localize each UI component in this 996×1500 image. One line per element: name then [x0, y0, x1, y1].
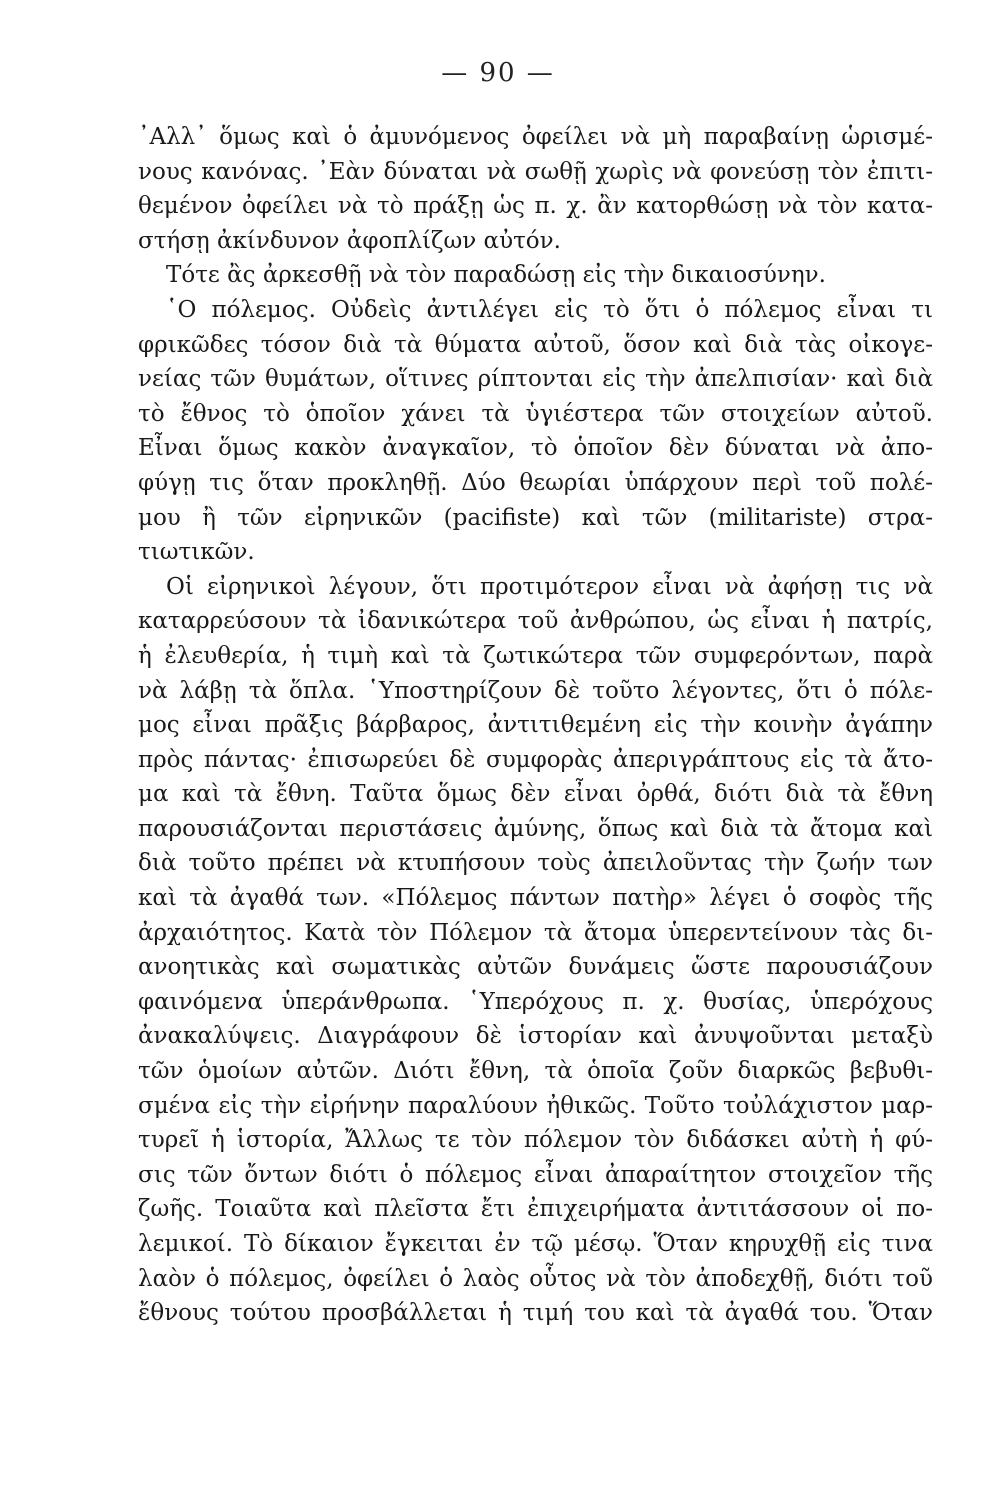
text-line: νὰ λάβῃ τὰ ὅπλα. ῾Υποστηρίζουν δὲ τοῦτο λέγοντες, ὅτι ὁ πόλε-	[138, 677, 933, 704]
text-line: ἀνακαλύψεις. Διαγράφουν δὲ ἱστορίαν καὶ ἀνυψοῦνται μεταξὺ	[138, 1023, 933, 1050]
page-number: — 90 —	[441, 58, 555, 88]
text-line: στήσῃ ἀκίνδυνον ἀφοπλίζων αὐτόν.	[138, 227, 561, 254]
text-line: φύγῃ τις ὅταν προκληθῇ. Δύο θεωρίαι ὑπάρχουν περὶ τοῦ πολέ-	[138, 469, 933, 496]
text-line: Εἶναι ὅμως κακὸν ἀναγκαῖον, τὸ ὁποῖον δὲν δύναται νὰ ἀπο-	[138, 435, 933, 462]
text-line: φαινόμενα ὑπεράνθρωπα. ῾Υπερόχους π. χ. θυσίας, ὑπερόχους	[138, 988, 933, 1015]
text-line: θεμένον ὀφείλει νὰ τὸ πράξῃ ὡς π. χ. ἂν κατορθώσῃ νὰ τὸν κατα-	[138, 193, 933, 220]
text-line: καταρρεύσουν τὰ ἰδανικώτερα τοῦ ἀνθρώπου, ὡς εἶναι ἡ πατρίς,	[138, 608, 933, 635]
text-line: Τότε ἂς ἀρκεσθῇ νὰ τὸν παραδώσῃ εἰς τὴν δικαιοσύνην.	[166, 262, 826, 289]
text-line: πρὸς πάντας· ἐπισωρεύει δὲ συμφορὰς ἀπεριγράπτους εἰς τὰ ἄτο-	[138, 746, 933, 773]
text-line: τῶν ὁμοίων αὐτῶν. Διότι ἔθνη, τὰ ὁποῖα ζοῦν διαρκῶς βεβυθι-	[138, 1058, 933, 1085]
text-line: ἔθνους τούτου προσβάλλεται ἡ τιμή του καὶ τὰ ἀγαθά του. Ὅταν	[138, 1300, 933, 1327]
text-line: λαὸν ὁ πόλεμος, ὀφείλει ὁ λαὸς οὗτος νὰ τὸν ἀποδεχθῇ, διότι τοῦ	[138, 1265, 933, 1292]
text-line: σις τῶν ὄντων διότι ὁ πόλεμος εἶναι ἀπαραίτητον στοιχεῖον τῆς	[138, 1161, 933, 1188]
text-line: μου ἢ τῶν εἰρηνικῶν (pacifiste) καὶ τῶν (militariste) στρα-	[138, 504, 933, 531]
text-line: νείας τῶν θυμάτων, οἵτινες ρίπτονται εἰς τὴν ἀπελπισίαν· καὶ διὰ	[138, 366, 933, 393]
text-line: νους κανόνας. ᾿Εὰν δύναται νὰ σωθῇ χωρὶς νὰ φονεύσῃ τὸν ἐπιτι-	[138, 158, 933, 185]
text-line: ζωῆς. Τοιαῦτα καὶ πλεῖστα ἔτι ἐπιχειρήματα ἀντιτάσσουν οἱ πο-	[138, 1196, 933, 1223]
body-text	[138, 120, 933, 1331]
text-line: ἡ ἐλευθερία, ἡ τιμὴ καὶ τὰ ζωτικώτερα τῶν συμφερόντων, παρὰ	[138, 642, 933, 669]
text-line: ἀρχαιότητος. Κατὰ τὸν Πόλεμον τὰ ἄτομα ὑπερεντείνουν τὰς δι-	[138, 919, 933, 946]
text-line: τυρεῖ ἡ ἱστορία, Ἄλλως τε τὸν πόλεμον τὸν διδάσκει αὐτὴ ἡ φύ-	[138, 1127, 933, 1154]
text-line: τὸ ἔθνος τὸ ὁποῖον χάνει τὰ ὑγιέστερα τῶν στοιχείων αὐτοῦ.	[138, 400, 933, 427]
text-line: φρικῶδες τόσον διὰ τὰ θύματα αὐτοῦ, ὅσον καὶ διὰ τὰς οἰκογε-	[138, 331, 933, 358]
text-line: μα καὶ τὰ ἔθνη. Ταῦτα ὅμως δὲν εἶναι ὀρθά, διότι διὰ τὰ ἔθνη	[138, 781, 933, 808]
text-line: ᾿Αλλ᾿ ὅμως καὶ ὁ ἀμυνόμενος ὀφείλει νὰ μὴ παραβαίνῃ ὡρισμέ-	[138, 124, 933, 150]
text-line: ανοητικὰς καὶ σωματικὰς αὐτῶν δυνάμεις ὥστε παρουσιάζουν	[138, 954, 933, 981]
text-line: λεμικοί. Τὸ δίκαιον ἔγκειται ἐν τῷ μέσῳ. Ὅταν κηρυχθῇ εἰς τινα	[138, 1231, 933, 1257]
text-line: ῾Ο πόλεμος. Οὐδεὶς ἀντιλέγει εἰς τὸ ὅτι ὁ πόλεμος εἶναι τι	[166, 296, 933, 323]
text-line: παρουσιάζονται περιστάσεις ἀμύνης, ὅπως καὶ διὰ τὰ ἄτομα καὶ	[138, 815, 933, 842]
text-line: καὶ τὰ ἀγαθά των. «Πόλεμος πάντων πατὴρ» λέγει ὁ σοφὸς τῆς	[138, 885, 933, 912]
text-line: Οἱ εἰρηνικοὶ λέγουν, ὅτι προτιμότερον εἶναι νὰ ἀφήσῃ τις νὰ	[166, 573, 933, 600]
text-line: τιωτικῶν.	[138, 539, 255, 566]
text-line: σμένα εἰς τὴν εἰρήνην παραλύουν ἠθικῶς. Τοῦτο τοὐλάχιστον μαρ-	[138, 1092, 933, 1119]
text-line: διὰ τοῦτο πρέπει νὰ κτυπήσουν τοὺς ἀπειλοῦντας τὴν ζωήν των	[138, 850, 933, 877]
text-line: μος εἶναι πρᾶξις βάρβαρος, ἀντιτιθεμένη εἰς τὴν κοινὴν ἀγάπην	[138, 712, 933, 739]
